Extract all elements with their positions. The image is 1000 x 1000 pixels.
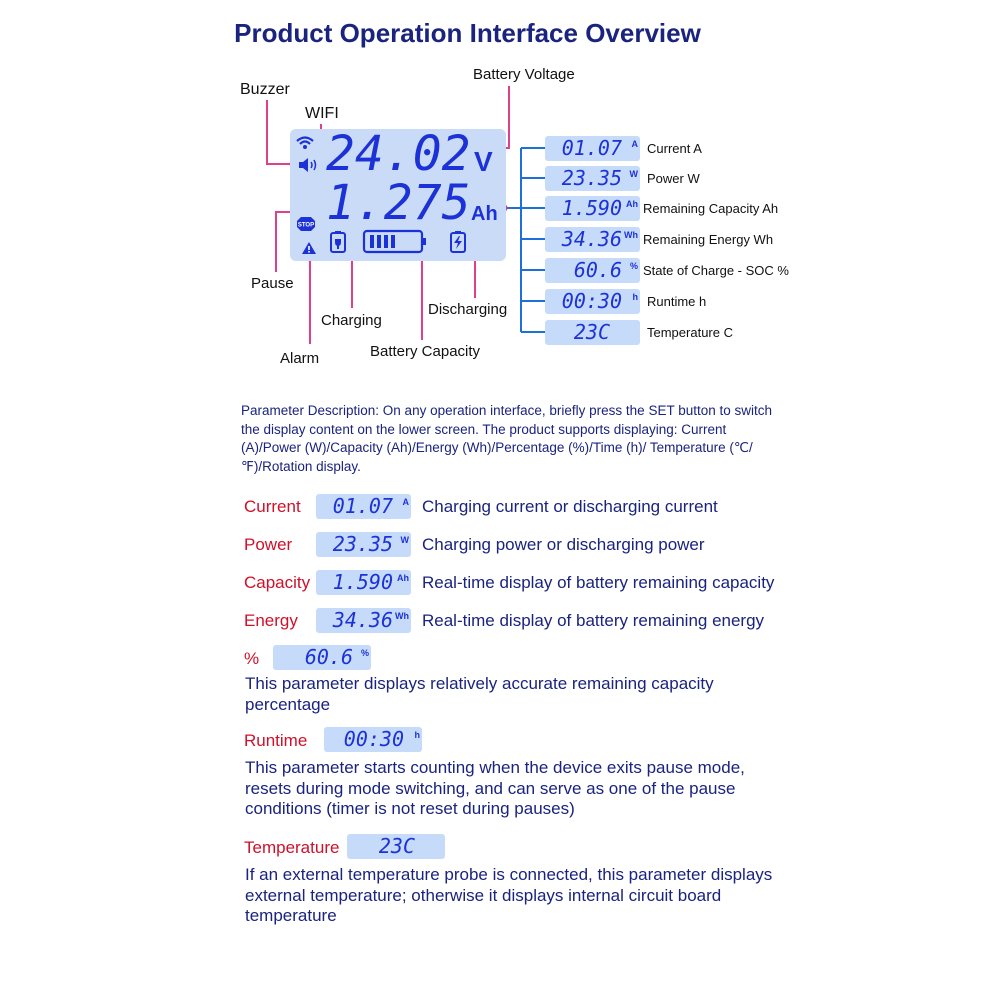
- page-title: Product Operation Interface Overview: [234, 18, 701, 48]
- parameter-name: Temperature: [244, 838, 340, 857]
- parameter-lcd: [316, 570, 411, 595]
- battery-bar: [370, 235, 374, 248]
- battery-capacity-label: Battery Capacity: [370, 343, 481, 360]
- parameter-name: Power: [244, 535, 293, 554]
- unit-label: Wh: [624, 230, 638, 240]
- stop-text: STOP: [297, 222, 315, 229]
- parameter-value: 1.590: [332, 570, 393, 594]
- capacity-value: 1.275: [326, 175, 471, 231]
- unit-label: Ah: [397, 573, 409, 583]
- parameter-value: 60.6: [304, 645, 353, 669]
- parameter-name: Capacity: [244, 573, 311, 592]
- sub-display-lcd: [545, 136, 640, 161]
- alarm-icon: [301, 241, 317, 255]
- sub-display-label: Current A: [647, 141, 702, 156]
- battery-bar: [384, 235, 388, 248]
- capacity-unit: Ah: [471, 203, 498, 225]
- battery-capacity-icon: [362, 229, 428, 255]
- sub-display-bracket: [507, 148, 545, 332]
- sub-display-lcd: [545, 320, 640, 345]
- sub-display-value: 00:30: [561, 289, 622, 313]
- unit-label: %: [360, 648, 369, 658]
- parameter-name: Runtime: [244, 731, 308, 750]
- parameter-value: 01.07: [332, 494, 393, 518]
- unit-label: W: [629, 169, 638, 179]
- sub-display-lcd: [545, 227, 640, 252]
- unit-label: W: [400, 535, 409, 545]
- discharging-label: Discharging: [428, 301, 508, 318]
- sub-display-lcd: [545, 289, 640, 314]
- parameter-name: Energy: [244, 611, 298, 630]
- charging-plug-icon: [330, 231, 346, 253]
- voltage-unit: V: [474, 146, 493, 177]
- parameter-lcd: [324, 727, 422, 752]
- sub-display-label: Runtime h: [647, 294, 707, 309]
- parameter-description: This parameter displays relatively accurate remaining capacity percentage: [245, 674, 714, 714]
- sub-display-label: State of Charge - SOC %: [643, 263, 789, 278]
- sub-display-value: 60.6: [573, 258, 622, 282]
- battery-bar: [377, 235, 381, 248]
- parameter-lcd: [347, 834, 445, 859]
- sub-display-lcd: [545, 166, 640, 191]
- sub-display-value: 23.35: [561, 166, 622, 190]
- sub-display-value: 1.590: [561, 196, 622, 220]
- speaker-icon: [297, 156, 319, 174]
- charging-label: Charging: [321, 312, 382, 329]
- parameter-description: Real-time display of battery remaining energy: [422, 611, 765, 630]
- parameter-description: Charging current or discharging current: [422, 497, 718, 516]
- parameter-lcd: [316, 494, 411, 519]
- discharging-icon: [450, 231, 466, 253]
- sub-display-value: 34.36: [561, 227, 622, 251]
- wifi-label: WIFI: [305, 105, 339, 122]
- parameter-description: Charging power or discharging power: [422, 535, 705, 554]
- parameter-description: Real-time display of battery remaining capacity: [422, 573, 775, 592]
- parameter-value: 23C: [378, 834, 415, 858]
- sub-display-label: Remaining Capacity Ah: [643, 201, 779, 216]
- parameter-value: 00:30: [343, 727, 404, 751]
- sub-display-value: 01.07: [561, 136, 622, 160]
- sub-display-lcd: [545, 196, 640, 221]
- unit-label: A: [402, 497, 409, 507]
- sub-display-label: Remaining Energy Wh: [643, 232, 774, 247]
- parameter-lcd: [316, 608, 411, 633]
- parameter-value: 23.35: [332, 532, 393, 556]
- unit-label: h: [414, 730, 420, 740]
- sub-display-label: Power W: [647, 171, 700, 186]
- parameter-name: Current: [244, 497, 301, 516]
- parameter-lcd: [273, 645, 371, 670]
- unit-label: h: [632, 292, 638, 302]
- sub-display-value: 23C: [573, 320, 610, 344]
- unit-label: A: [631, 139, 638, 149]
- unit-label: Ah: [626, 199, 638, 209]
- parameter-description: If an external temperature probe is connected, this parameter displays external temperature; otherwise it displays internal circuit board temperature: [245, 865, 773, 925]
- parameter-name: %: [244, 649, 260, 668]
- sub-display-lcd: [545, 258, 640, 283]
- parameter-description: This parameter starts counting when the device exits pause mode, resets during mode switching, and can serve as one of the pause conditions (timer is not reset during pauses): [245, 758, 745, 818]
- parameter-value: 34.36: [332, 608, 393, 632]
- buzzer-line: [267, 100, 292, 164]
- unit-label: Wh: [395, 611, 409, 621]
- parameter-description: Parameter Description: On any operation interface, briefly press the SET button to switch the display content on the lower screen. The product supports displaying: Current (A)/Power (W)/Capacity (Ah)/Energy (Wh)/Percentage (%)/Time (h)/ Temperature (℃/℉)/Rotation display.: [241, 403, 773, 474]
- buzzer-label: Buzzer: [240, 81, 290, 98]
- main-lcd: [290, 126, 506, 261]
- alarm-label: Alarm: [280, 350, 320, 367]
- sub-display-label: Temperature C: [647, 325, 733, 340]
- wifi-icon: [295, 134, 315, 150]
- battery-voltage-label: Battery Voltage: [473, 66, 575, 83]
- voltage-value: 24.02: [326, 126, 471, 182]
- stop-icon: [296, 216, 316, 232]
- parameter-lcd: [316, 532, 411, 557]
- pause-label: Pause: [251, 275, 294, 292]
- unit-label: %: [629, 261, 638, 271]
- battery-bar: [391, 235, 395, 248]
